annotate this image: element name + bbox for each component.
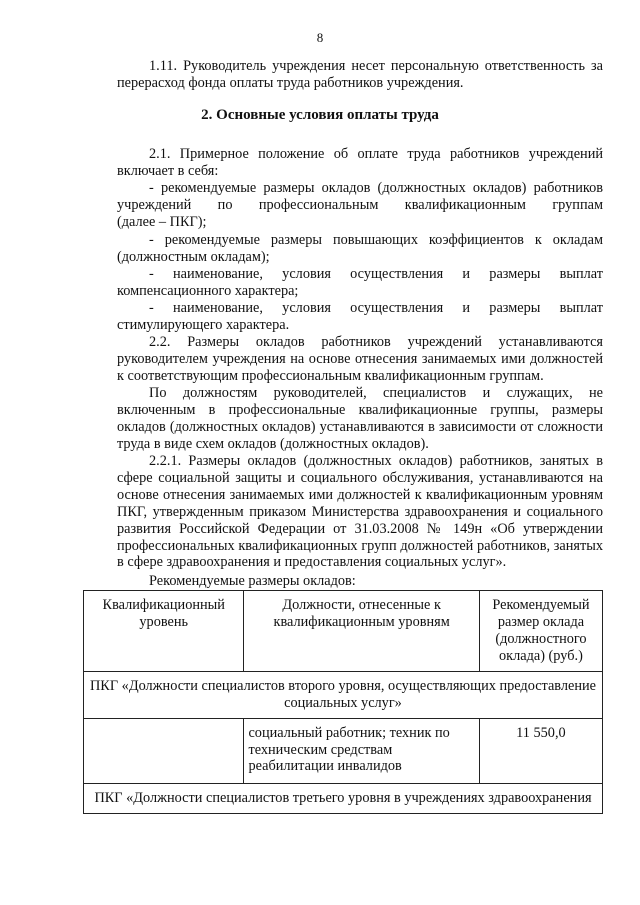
group-title-second-level: ПКГ «Должности специалистов второго уровня, осуществляющих предоставление социальных услуг» [84,671,603,718]
list-item-4-line-2: стимулирующего характера. [117,317,290,333]
page-number: 8 [316,30,324,45]
list-item-3-line-1: - наименование, условия осуществления и размеры выплат [149,266,603,282]
paragraph-other-positions: По должностям руководителей, специалистов и служащих, не включенным в профессиональные квалификационные группы, размеры окладов (должностных окладов) устанавливаются в зависимости от сложности труда в виде схем окладов (должностных окладов). [117,385,603,452]
list-item-2-line-1: - рекомендуемые размеры повышающих коэффициентов к окладам [149,232,603,248]
paragraph-1-11: 1.11. Руководитель учреждения несет персональную ответственность за перерасход фонда оплаты труда работников учреждения. [117,58,603,91]
table-caption: Рекомендуемые размеры окладов: [149,573,356,589]
header-qualification-level: Квалификационный уровень [84,591,244,672]
cell-salary: 11 550,0 [479,718,602,783]
list-item-2-line-2: (должностным окладам); [117,249,270,265]
cell-positions: социальный работник; техник по техническим средствам реабилитации инвалидов [244,718,479,783]
table-group-row [84,783,603,813]
group-title-third-level: ПКГ «Должности специалистов третьего уровня в учреждениях здравоохранения [84,783,603,813]
paragraph-2-2: 2.2. Размеры окладов работников учреждений устанавливаются руководителем учреждения на основе отнесения занимаемых ими должностей к соответствующим профессиональным квалификационным группам. [117,334,603,384]
table-row [84,718,603,783]
list-item-1-line-3: (далее – ПКГ); [117,214,207,230]
header-positions: Должности, отнесенные к квалификационным уровням [244,591,479,672]
list-item-4-line-1: - наименование, условия осуществления и размеры выплат [149,300,603,316]
list-item-3-line-2: компенсационного характера; [117,283,299,299]
table-group-row [84,671,603,718]
section-heading: 2. Основные условия оплаты труда [201,107,439,123]
list-item-1-line-2: учреждений по профессиональным квалификационным группам [117,197,603,213]
paragraph-2-1-intro: 2.1. Примерное положение об оплате труда работников учреждений включает в себя: [117,146,603,179]
cell-level [84,718,244,783]
list-item-1-line-1: - рекомендуемые размеры окладов (должностных окладов) работников [149,180,603,196]
table-header-row [84,591,603,672]
header-recommended-salary: Рекомендуемый размер оклада (должностного оклада) (руб.) [479,591,602,672]
paragraph-2-2-1: 2.2.1. Размеры окладов (должностных окладов) работников, занятых в сфере социальной защиты и социального обслуживания, устанавливаются на основе отнесения занимаемых ими должностей к квалификационным уровням ПКГ, утвержденным приказом Министерства здравоохранения и социального развития Российской Федерации от 31.03.2008 № 149н «Об утверждении профессиональных квалификационных групп должностей работников, занятых в сфере здравоохранения и предоставления социальных услуг». [117,453,603,571]
salary-table [83,590,603,814]
